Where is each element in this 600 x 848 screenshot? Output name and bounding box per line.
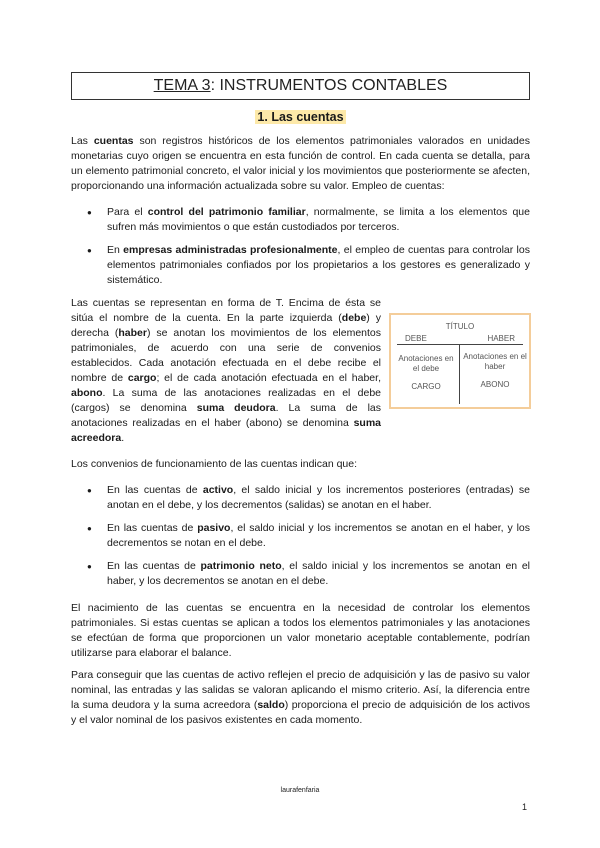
- conventions-intro: Los convenios de funcionamiento de las cuentas indican que:: [71, 458, 358, 470]
- list-item: ● En empresas administradas profesionalmente, el empleo de cuentas para controlar los elementos patrimoniales confiados por los propietarios a los gestores es generalizado y sistemático.: [87, 243, 530, 288]
- t-account-cargo: CARGO: [411, 382, 441, 391]
- conventions-list: [87, 483, 530, 589]
- t-account-debe-note: Anotaciones en el debe: [398, 354, 454, 373]
- final-paragraph: Para conseguir que las cuentas de activo reflejen el precio de adquisición y las de pasivo su valor nominal, las entradas y las salidas se valoran aplicando el mismo criterio. Así, la diferencia entre la suma deudora y la suma acreedora (saldo) proporciona el precio de adquisición de los activos y el valor nominal de los pasivos existentes en cada momento.: [71, 669, 530, 726]
- page-number: 1: [522, 802, 528, 812]
- t-account-title: TÍTULO: [445, 322, 475, 331]
- t-account-haber-label: HABER: [487, 334, 515, 343]
- list-item: ● En las cuentas de activo, el saldo inicial y los incrementos posteriores (entradas) se anotan en el debe, y los decrementos (salidas) se anotan en el haber.: [87, 483, 530, 513]
- t-account-horizontal-line: [397, 344, 523, 345]
- page-title: [71, 72, 530, 100]
- list-item: ● Para el control del patrimonio familiar, normalmente, se limita a los elementos que sufren más movimientos o que están custodiados por terceros.: [87, 205, 530, 235]
- uses-list: [87, 205, 530, 288]
- list-item: ● En las cuentas de patrimonio neto, el saldo inicial y los incrementos se anotan en el haber, y los decrementos se anotan en el debe.: [87, 559, 530, 589]
- section-heading: 1. Las cuentas: [257, 110, 344, 124]
- t-account-vertical-line: [459, 344, 460, 404]
- list-item: ● En las cuentas de pasivo, el saldo inicial y los incrementos se anotan en el haber, y los decrementos se notan en el debe.: [87, 521, 530, 551]
- term-cuentas: cuentas: [93, 135, 134, 147]
- title-topic-number: TEMA 3: [153, 77, 211, 94]
- title-topic-name: : INSTRUMENTOS CONTABLES: [210, 77, 448, 94]
- t-account-paragraph: Las cuentas se representan en forma de T. Encima de ésta se sitúa el nombre de la cuenta. En la parte izquierda (debe) y derecha (haber) se anotan los movimientos de los elementos patrimoniales, de acuerdo con una serie de convenios establecidos. Cada anotación efectuada en el debe recibe el nombre de cargo; el de cada anotación efectuada en el haber, abono. La suma de las anotaciones realizadas en el debe (cargos) se denomina suma deudora. La suma de las anotaciones realizadas en el haber (abono) se denomina suma acreedora.: [71, 297, 382, 444]
- t-account-haber-note: Anotaciones en el haber: [463, 352, 527, 371]
- footer-author: laurafenfaria: [280, 787, 320, 794]
- t-account-diagram: [389, 313, 531, 409]
- t-account-debe-label: DEBE: [405, 334, 427, 343]
- t-account-abono: ABONO: [480, 380, 510, 389]
- origin-paragraph: El nacimiento de las cuentas se encuentra en la necesidad de controlar los elementos patrimoniales. Si estas cuentas se aplican a todos los elementos patrimoniales y las anotaciones se efectúan de forma que proporcionen un valor monetario aceptable contablemente, podrían utilizarse para elaborar el balance.: [71, 602, 530, 659]
- intro-paragraph: Las cuentas son registros históricos de los elementos patrimoniales valorados en unidades monetarias cuyo origen se encuentra en esta función de control. En cada cuenta se detalla, para un elemento patrimonial concreto, el valor inicial y los movimientos que posteriormente se afecten, proporcionando una información actualizada sobre su valor. Empleo de cuentas:: [71, 135, 530, 192]
